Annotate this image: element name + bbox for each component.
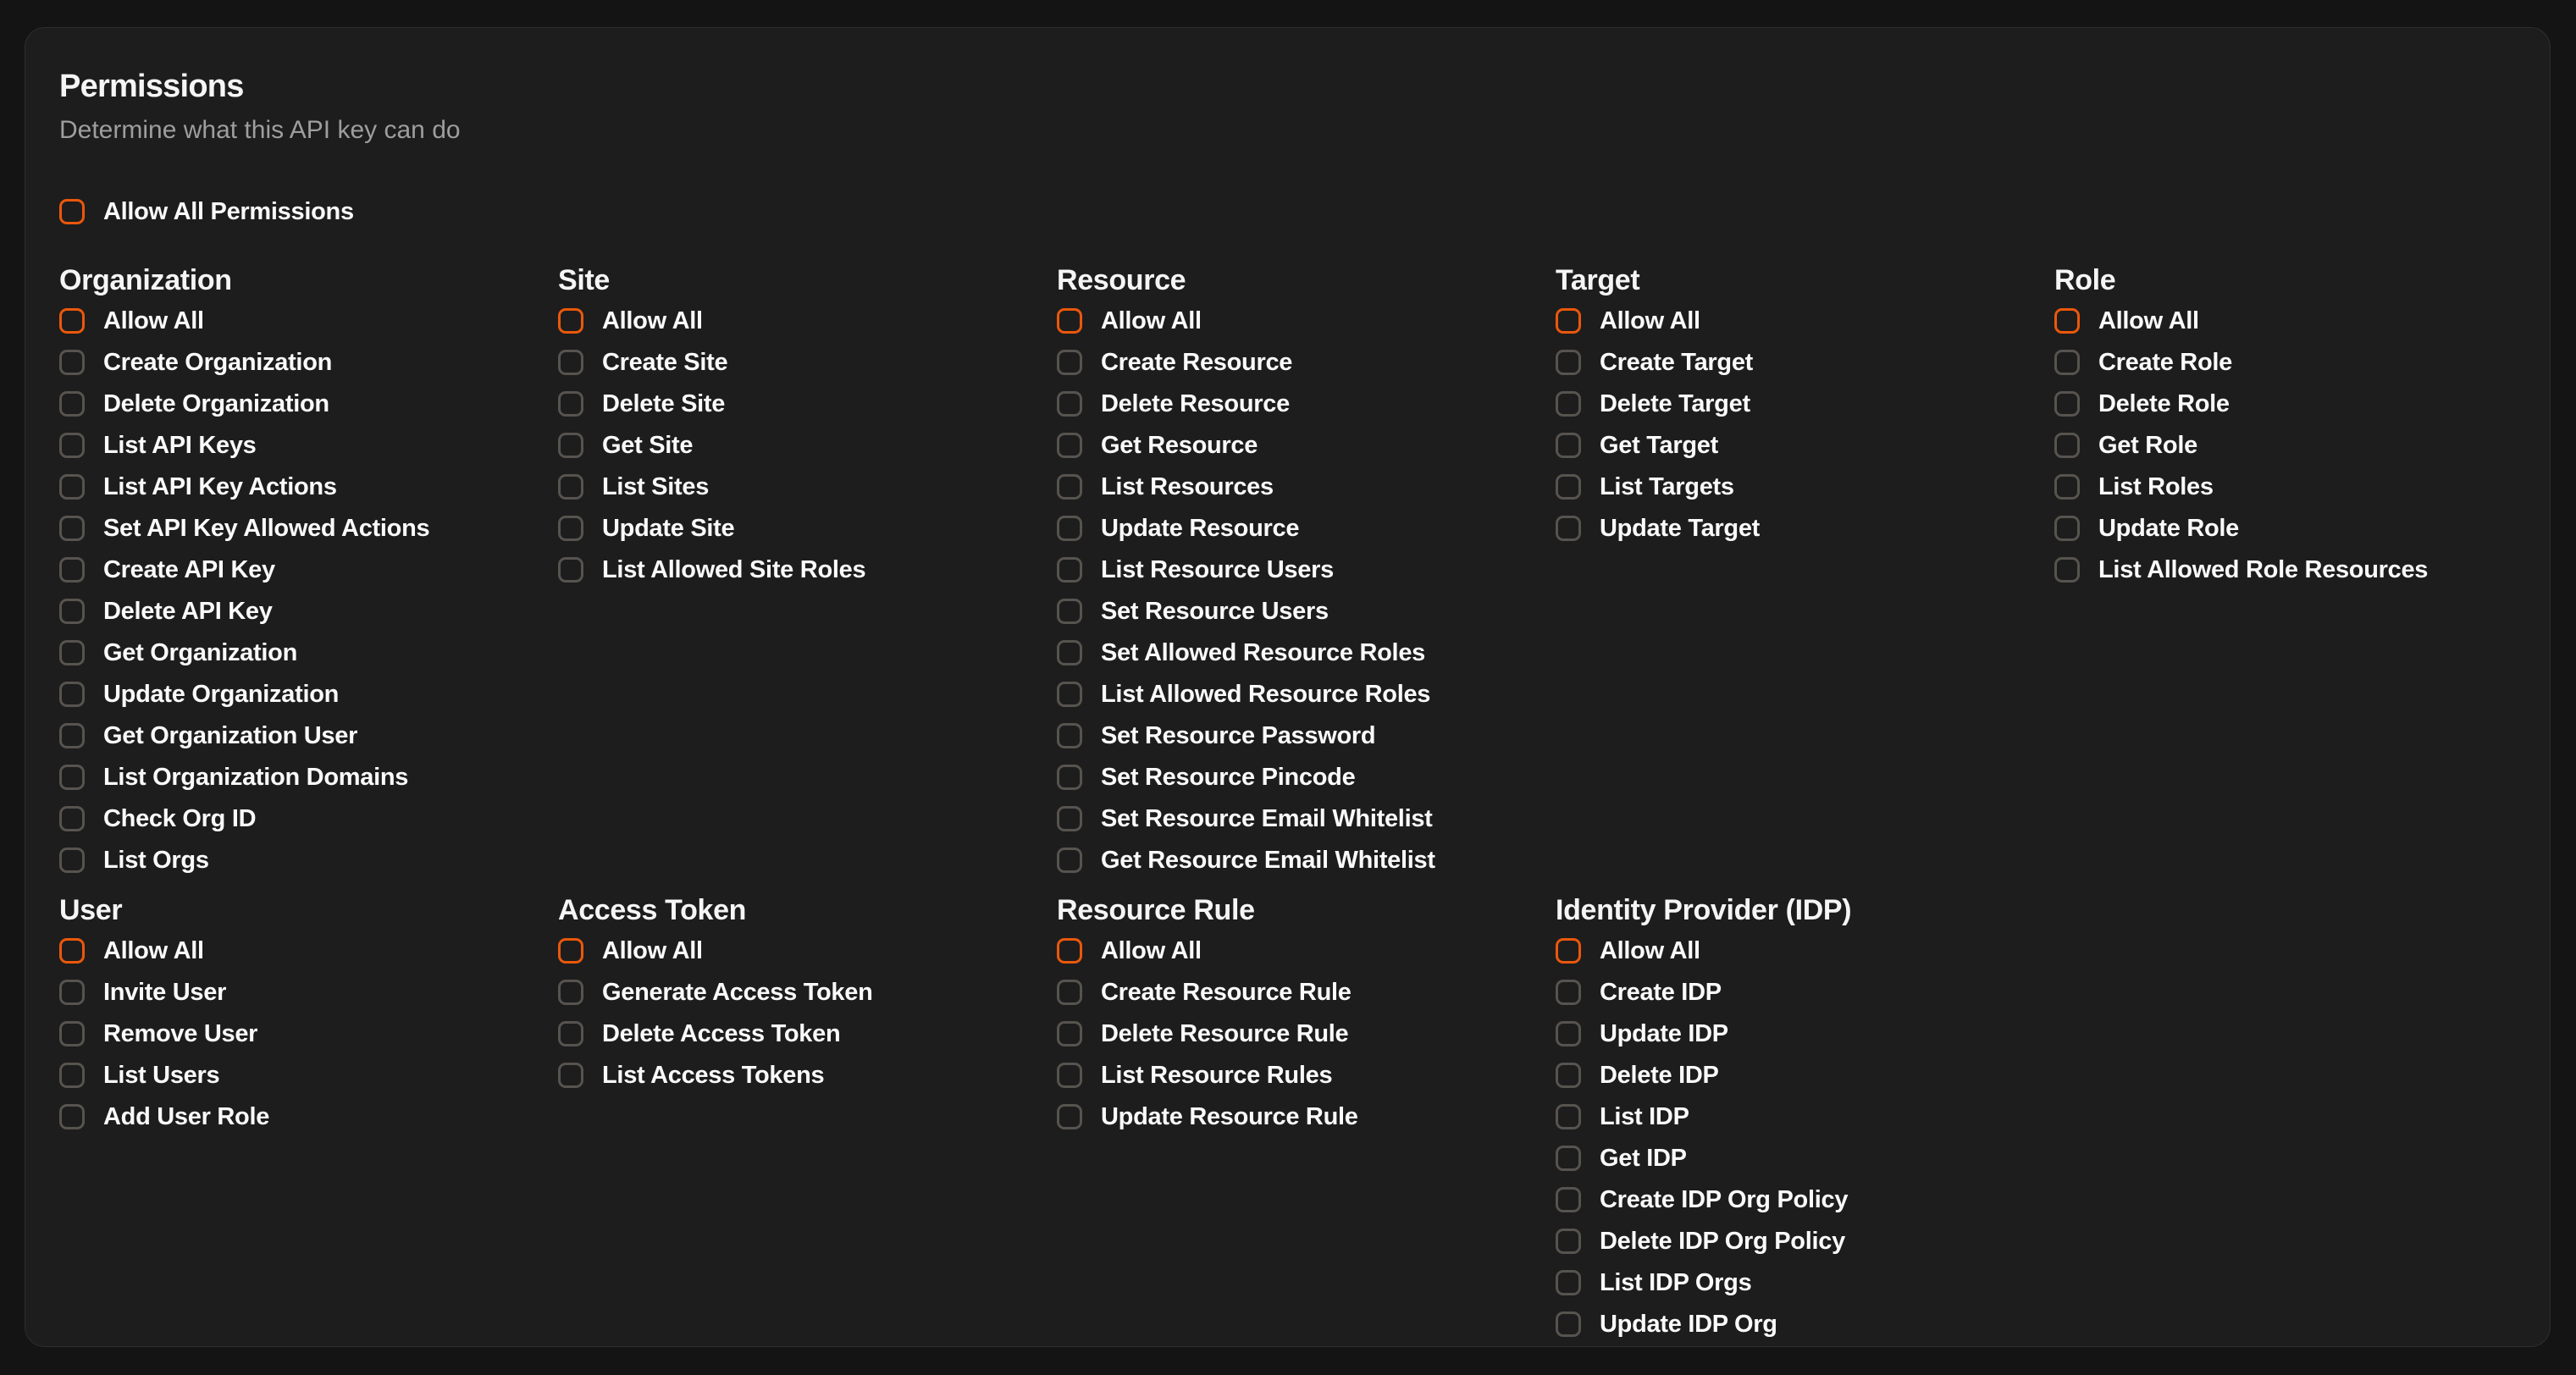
organization-list-api-key-actions-checkbox[interactable] (59, 474, 85, 500)
allow-all-permissions-checkbox[interactable] (59, 199, 85, 224)
organization-get-organization-user-checkbox[interactable] (59, 723, 85, 748)
role-allow-all-checkbox[interactable] (2054, 308, 2080, 334)
resource-rule-list-resource-rules-label: List Resource Rules (1101, 1061, 1333, 1089)
access-token-delete-access-token-checkbox[interactable] (558, 1021, 583, 1046)
target-create-target-item[interactable] (1556, 341, 2054, 383)
resource-rule-create-resource-rule-checkbox[interactable] (1057, 980, 1082, 1005)
resource-allow-all-label: Allow All (1101, 306, 1202, 334)
resource-rule-allow-all-item[interactable] (1057, 930, 1556, 971)
organization-create-organization-checkbox[interactable] (59, 350, 85, 375)
permission-group-organization (59, 262, 558, 881)
user-allow-all-label: Allow All (103, 936, 204, 964)
role-create-role-checkbox[interactable] (2054, 350, 2080, 375)
resource-rule-delete-resource-rule-item[interactable] (1057, 1013, 1556, 1054)
identity-provider-idp-create-idp-label: Create IDP (1600, 978, 1722, 1006)
identity-provider-idp-create-idp-item[interactable] (1556, 971, 2054, 1013)
organization-list-api-key-actions-item[interactable] (59, 466, 558, 507)
permission-group-resource-rule (1057, 892, 1556, 1137)
group-title-identity-provider-idp: Identity Provider (IDP) (1556, 894, 1852, 926)
resource-get-resource-checkbox[interactable] (1057, 433, 1082, 458)
identity-provider-idp-delete-idp-org-policy-checkbox[interactable] (1556, 1229, 1581, 1254)
site-create-site-item[interactable] (558, 341, 1057, 383)
target-get-target-label: Get Target (1600, 431, 1718, 459)
role-get-role-item[interactable] (2054, 424, 2516, 466)
role-list-roles-checkbox[interactable] (2054, 474, 2080, 500)
identity-provider-idp-delete-idp-item[interactable] (1556, 1054, 2054, 1096)
site-list-allowed-site-roles-label: List Allowed Site Roles (602, 555, 866, 583)
access-token-allow-all-label: Allow All (602, 936, 703, 964)
identity-provider-idp-update-idp-item[interactable] (1556, 1013, 2054, 1054)
organization-create-organization-label: Create Organization (103, 348, 333, 376)
resource-rule-delete-resource-rule-checkbox[interactable] (1057, 1021, 1082, 1046)
organization-list-orgs-item[interactable] (59, 839, 558, 881)
resource-list-resources-checkbox[interactable] (1057, 474, 1082, 500)
role-get-role-label: Get Role (2098, 431, 2197, 459)
role-allow-all-item[interactable] (2054, 300, 2516, 341)
user-invite-user-checkbox[interactable] (59, 980, 85, 1005)
resource-list-resources-item[interactable] (1057, 466, 1556, 507)
group-title-organization: Organization (59, 264, 232, 296)
user-allow-all-item[interactable] (59, 930, 558, 971)
resource-rule-allow-all-label: Allow All (1101, 936, 1202, 964)
identity-provider-idp-update-idp-org-checkbox[interactable] (1556, 1311, 1581, 1337)
identity-provider-idp-list-idp-label: List IDP (1600, 1102, 1689, 1130)
user-remove-user-label: Remove User (103, 1019, 258, 1047)
role-update-role-label: Update Role (2098, 514, 2239, 542)
organization-list-api-key-actions-label: List API Key Actions (103, 472, 337, 500)
resource-delete-resource-item[interactable] (1057, 383, 1556, 424)
resource-delete-resource-label: Delete Resource (1101, 389, 1290, 417)
organization-delete-api-key-item[interactable] (59, 590, 558, 632)
resource-set-resource-email-whitelist-item[interactable] (1057, 798, 1556, 839)
resource-rule-update-resource-rule-item[interactable] (1057, 1096, 1556, 1137)
access-token-list-access-tokens-checkbox[interactable] (558, 1063, 583, 1088)
resource-list-resource-users-checkbox[interactable] (1057, 557, 1082, 583)
resource-update-resource-item[interactable] (1057, 507, 1556, 549)
identity-provider-idp-delete-idp-label: Delete IDP (1600, 1061, 1719, 1089)
site-list-allowed-site-roles-checkbox[interactable] (558, 557, 583, 583)
access-token-generate-access-token-item[interactable] (558, 971, 1057, 1013)
organization-check-org-id-item[interactable] (59, 798, 558, 839)
resource-create-resource-label: Create Resource (1101, 348, 1293, 376)
role-update-role-checkbox[interactable] (2054, 516, 2080, 541)
allow-all-permissions-label: Allow All Permissions (103, 197, 354, 225)
resource-set-resource-pincode-checkbox[interactable] (1057, 765, 1082, 790)
organization-list-orgs-checkbox[interactable] (59, 848, 85, 873)
target-create-target-label: Create Target (1600, 348, 1754, 376)
target-update-target-item[interactable] (1556, 507, 2054, 549)
access-token-allow-all-checkbox[interactable] (558, 938, 583, 964)
identity-provider-idp-get-idp-item[interactable] (1556, 1137, 2054, 1179)
resource-set-resource-pincode-label: Set Resource Pincode (1101, 763, 1356, 791)
resource-update-resource-checkbox[interactable] (1057, 516, 1082, 541)
organization-delete-organization-item[interactable] (59, 383, 558, 424)
role-list-allowed-role-resources-checkbox[interactable] (2054, 557, 2080, 583)
organization-get-organization-user-item[interactable] (59, 715, 558, 756)
resource-set-allowed-resource-roles-label: Set Allowed Resource Roles (1101, 638, 1425, 666)
site-list-sites-item[interactable] (558, 466, 1057, 507)
organization-create-api-key-checkbox[interactable] (59, 557, 85, 583)
resource-list-resources-label: List Resources (1101, 472, 1274, 500)
organization-update-organization-label: Update Organization (103, 680, 340, 708)
resource-list-resource-users-item[interactable] (1057, 549, 1556, 590)
organization-get-organization-label: Get Organization (103, 638, 297, 666)
resource-get-resource-email-whitelist-item[interactable] (1057, 839, 1556, 881)
target-create-target-checkbox[interactable] (1556, 350, 1581, 375)
user-list-users-label: List Users (103, 1061, 220, 1089)
permissions-panel (25, 27, 2551, 1347)
resource-set-resource-email-whitelist-checkbox[interactable] (1057, 806, 1082, 831)
resource-set-resource-email-whitelist-label: Set Resource Email Whitelist (1101, 804, 1433, 832)
site-get-site-label: Get Site (602, 431, 694, 459)
user-invite-user-item[interactable] (59, 971, 558, 1013)
site-list-allowed-site-roles-item[interactable] (558, 549, 1057, 590)
group-title-target: Target (1556, 264, 1640, 296)
access-token-list-access-tokens-item[interactable] (558, 1054, 1057, 1096)
user-add-user-role-label: Add User Role (103, 1102, 270, 1130)
organization-list-organization-domains-item[interactable] (59, 756, 558, 798)
organization-update-organization-checkbox[interactable] (59, 682, 85, 707)
organization-get-organization-checkbox[interactable] (59, 640, 85, 665)
user-allow-all-checkbox[interactable] (59, 938, 85, 964)
organization-check-org-id-checkbox[interactable] (59, 806, 85, 831)
resource-list-allowed-resource-roles-checkbox[interactable] (1057, 682, 1082, 707)
role-delete-role-checkbox[interactable] (2054, 391, 2080, 417)
resource-rule-create-resource-rule-label: Create Resource Rule (1101, 978, 1352, 1006)
permission-group-site (558, 262, 1057, 590)
page-subtitle: Determine what this API key can do (59, 116, 461, 144)
role-update-role-item[interactable] (2054, 507, 2516, 549)
organization-allow-all-checkbox[interactable] (59, 308, 85, 334)
user-invite-user-label: Invite User (103, 978, 227, 1006)
identity-provider-idp-get-idp-label: Get IDP (1600, 1144, 1687, 1172)
identity-provider-idp-get-idp-checkbox[interactable] (1556, 1146, 1581, 1171)
organization-allow-all-label: Allow All (103, 306, 204, 334)
permission-group-access-token (558, 892, 1057, 1096)
access-token-list-access-tokens-label: List Access Tokens (602, 1061, 825, 1089)
organization-list-organization-domains-checkbox[interactable] (59, 765, 85, 790)
site-list-sites-checkbox[interactable] (558, 474, 583, 500)
resource-create-resource-item[interactable] (1057, 341, 1556, 383)
role-delete-role-item[interactable] (2054, 383, 2516, 424)
user-list-users-item[interactable] (59, 1054, 558, 1096)
allow-all-permissions-item[interactable] (59, 191, 2516, 232)
access-token-delete-access-token-label: Delete Access Token (602, 1019, 841, 1047)
role-delete-role-label: Delete Role (2098, 389, 2230, 417)
site-allow-all-item[interactable] (558, 300, 1057, 341)
site-update-site-item[interactable] (558, 507, 1057, 549)
organization-list-api-keys-label: List API Keys (103, 431, 257, 459)
resource-list-allowed-resource-roles-label: List Allowed Resource Roles (1101, 680, 1431, 708)
permission-group-target (1556, 262, 2054, 549)
identity-provider-idp-create-idp-checkbox[interactable] (1556, 980, 1581, 1005)
organization-delete-organization-checkbox[interactable] (59, 391, 85, 417)
resource-set-resource-password-item[interactable] (1057, 715, 1556, 756)
groups-grid (59, 262, 2516, 1345)
identity-provider-idp-list-idp-orgs-label: List IDP Orgs (1600, 1268, 1752, 1296)
identity-provider-idp-create-idp-org-policy-item[interactable] (1556, 1179, 2054, 1220)
resource-get-resource-item[interactable] (1057, 424, 1556, 466)
group-title-user: User (59, 894, 123, 926)
organization-check-org-id-label: Check Org ID (103, 804, 257, 832)
role-get-role-checkbox[interactable] (2054, 433, 2080, 458)
target-update-target-label: Update Target (1600, 514, 1761, 542)
resource-delete-resource-checkbox[interactable] (1057, 391, 1082, 417)
group-title-site: Site (558, 264, 610, 296)
organization-delete-api-key-checkbox[interactable] (59, 599, 85, 624)
organization-get-organization-user-label: Get Organization User (103, 721, 358, 749)
group-title-resource-rule: Resource Rule (1057, 894, 1255, 926)
target-allow-all-checkbox[interactable] (1556, 308, 1581, 334)
target-get-target-item[interactable] (1556, 424, 2054, 466)
identity-provider-idp-allow-all-item[interactable] (1556, 930, 2054, 971)
resource-get-resource-email-whitelist-checkbox[interactable] (1057, 848, 1082, 873)
access-token-generate-access-token-label: Generate Access Token (602, 978, 873, 1006)
resource-set-resource-users-item[interactable] (1057, 590, 1556, 632)
organization-create-organization-item[interactable] (59, 341, 558, 383)
organization-delete-organization-label: Delete Organization (103, 389, 329, 417)
identity-provider-idp-create-idp-org-policy-checkbox[interactable] (1556, 1187, 1581, 1212)
organization-update-organization-item[interactable] (59, 673, 558, 715)
resource-rule-delete-resource-rule-label: Delete Resource Rule (1101, 1019, 1349, 1047)
group-title-role: Role (2054, 264, 2116, 296)
resource-list-resource-users-label: List Resource Users (1101, 555, 1334, 583)
identity-provider-idp-list-idp-orgs-item[interactable] (1556, 1262, 2054, 1303)
target-delete-target-checkbox[interactable] (1556, 391, 1581, 417)
organization-set-api-key-allowed-actions-item[interactable] (59, 507, 558, 549)
resource-update-resource-label: Update Resource (1101, 514, 1300, 542)
user-remove-user-checkbox[interactable] (59, 1021, 85, 1046)
identity-provider-idp-allow-all-checkbox[interactable] (1556, 938, 1581, 964)
identity-provider-idp-create-idp-org-policy-label: Create IDP Org Policy (1600, 1185, 1849, 1213)
organization-set-api-key-allowed-actions-label: Set API Key Allowed Actions (103, 514, 430, 542)
organization-allow-all-item[interactable] (59, 300, 558, 341)
role-list-roles-item[interactable] (2054, 466, 2516, 507)
target-delete-target-item[interactable] (1556, 383, 2054, 424)
identity-provider-idp-delete-idp-org-policy-label: Delete IDP Org Policy (1600, 1227, 1845, 1255)
organization-get-organization-item[interactable] (59, 632, 558, 673)
site-delete-site-label: Delete Site (602, 389, 726, 417)
identity-provider-idp-update-idp-label: Update IDP (1600, 1019, 1728, 1047)
organization-list-organization-domains-label: List Organization Domains (103, 763, 409, 791)
site-delete-site-item[interactable] (558, 383, 1057, 424)
site-allow-all-label: Allow All (602, 306, 703, 334)
identity-provider-idp-update-idp-org-label: Update IDP Org (1600, 1310, 1777, 1338)
resource-list-allowed-resource-roles-item[interactable] (1057, 673, 1556, 715)
access-token-generate-access-token-checkbox[interactable] (558, 980, 583, 1005)
organization-set-api-key-allowed-actions-checkbox[interactable] (59, 516, 85, 541)
resource-rule-list-resource-rules-item[interactable] (1057, 1054, 1556, 1096)
role-list-roles-label: List Roles (2098, 472, 2214, 500)
organization-list-api-keys-item[interactable] (59, 424, 558, 466)
target-list-targets-label: List Targets (1600, 472, 1734, 500)
site-update-site-label: Update Site (602, 514, 735, 542)
role-create-role-item[interactable] (2054, 341, 2516, 383)
resource-set-resource-password-checkbox[interactable] (1057, 723, 1082, 748)
resource-set-allowed-resource-roles-item[interactable] (1057, 632, 1556, 673)
site-delete-site-checkbox[interactable] (558, 391, 583, 417)
resource-set-resource-users-label: Set Resource Users (1101, 597, 1329, 625)
identity-provider-idp-list-idp-orgs-checkbox[interactable] (1556, 1270, 1581, 1295)
user-add-user-role-checkbox[interactable] (59, 1104, 85, 1129)
page-title: Permissions (59, 69, 244, 104)
resource-allow-all-item[interactable] (1057, 300, 1556, 341)
resource-set-resource-password-label: Set Resource Password (1101, 721, 1376, 749)
identity-provider-idp-list-idp-item[interactable] (1556, 1096, 2054, 1137)
identity-provider-idp-allow-all-label: Allow All (1600, 936, 1700, 964)
access-token-delete-access-token-item[interactable] (558, 1013, 1057, 1054)
resource-rule-create-resource-rule-item[interactable] (1057, 971, 1556, 1013)
organization-delete-api-key-label: Delete API Key (103, 597, 273, 625)
role-list-allowed-role-resources-label: List Allowed Role Resources (2098, 555, 2429, 583)
resource-get-resource-email-whitelist-label: Get Resource Email Whitelist (1101, 846, 1435, 874)
resource-create-resource-checkbox[interactable] (1057, 350, 1082, 375)
identity-provider-idp-delete-idp-org-policy-item[interactable] (1556, 1220, 2054, 1262)
resource-rule-allow-all-checkbox[interactable] (1057, 938, 1082, 964)
site-create-site-label: Create Site (602, 348, 728, 376)
user-add-user-role-item[interactable] (59, 1096, 558, 1137)
resource-rule-list-resource-rules-checkbox[interactable] (1057, 1063, 1082, 1088)
organization-create-api-key-item[interactable] (59, 549, 558, 590)
target-list-targets-item[interactable] (1556, 466, 2054, 507)
user-remove-user-item[interactable] (59, 1013, 558, 1054)
role-allow-all-label: Allow All (2098, 306, 2199, 334)
identity-provider-idp-update-idp-checkbox[interactable] (1556, 1021, 1581, 1046)
resource-allow-all-checkbox[interactable] (1057, 308, 1082, 334)
target-get-target-checkbox[interactable] (1556, 433, 1581, 458)
target-list-targets-checkbox[interactable] (1556, 474, 1581, 500)
identity-provider-idp-delete-idp-checkbox[interactable] (1556, 1063, 1581, 1088)
permission-group-identity-provider-idp (1556, 892, 2054, 1345)
permission-group-resource (1057, 262, 1556, 881)
resource-set-allowed-resource-roles-checkbox[interactable] (1057, 640, 1082, 665)
permission-group-user (59, 892, 558, 1137)
permission-group-role (2054, 262, 2516, 590)
resource-set-resource-users-checkbox[interactable] (1057, 599, 1082, 624)
target-delete-target-label: Delete Target (1600, 389, 1750, 417)
site-get-site-item[interactable] (558, 424, 1057, 466)
target-allow-all-label: Allow All (1600, 306, 1700, 334)
resource-rule-update-resource-rule-label: Update Resource Rule (1101, 1102, 1358, 1130)
organization-create-api-key-label: Create API Key (103, 555, 275, 583)
resource-get-resource-label: Get Resource (1101, 431, 1258, 459)
site-allow-all-checkbox[interactable] (558, 308, 583, 334)
access-token-allow-all-item[interactable] (558, 930, 1057, 971)
identity-provider-idp-list-idp-checkbox[interactable] (1556, 1104, 1581, 1129)
resource-rule-update-resource-rule-checkbox[interactable] (1057, 1104, 1082, 1129)
group-title-resource: Resource (1057, 264, 1186, 296)
organization-list-orgs-label: List Orgs (103, 846, 209, 874)
organization-list-api-keys-checkbox[interactable] (59, 433, 85, 458)
role-create-role-label: Create Role (2098, 348, 2232, 376)
target-update-target-checkbox[interactable] (1556, 516, 1581, 541)
identity-provider-idp-update-idp-org-item[interactable] (1556, 1303, 2054, 1345)
site-list-sites-label: List Sites (602, 472, 710, 500)
site-create-site-checkbox[interactable] (558, 350, 583, 375)
user-list-users-checkbox[interactable] (59, 1063, 85, 1088)
resource-set-resource-pincode-item[interactable] (1057, 756, 1556, 798)
group-title-access-token: Access Token (558, 894, 747, 926)
target-allow-all-item[interactable] (1556, 300, 2054, 341)
site-get-site-checkbox[interactable] (558, 433, 583, 458)
role-list-allowed-role-resources-item[interactable] (2054, 549, 2516, 590)
site-update-site-checkbox[interactable] (558, 516, 583, 541)
